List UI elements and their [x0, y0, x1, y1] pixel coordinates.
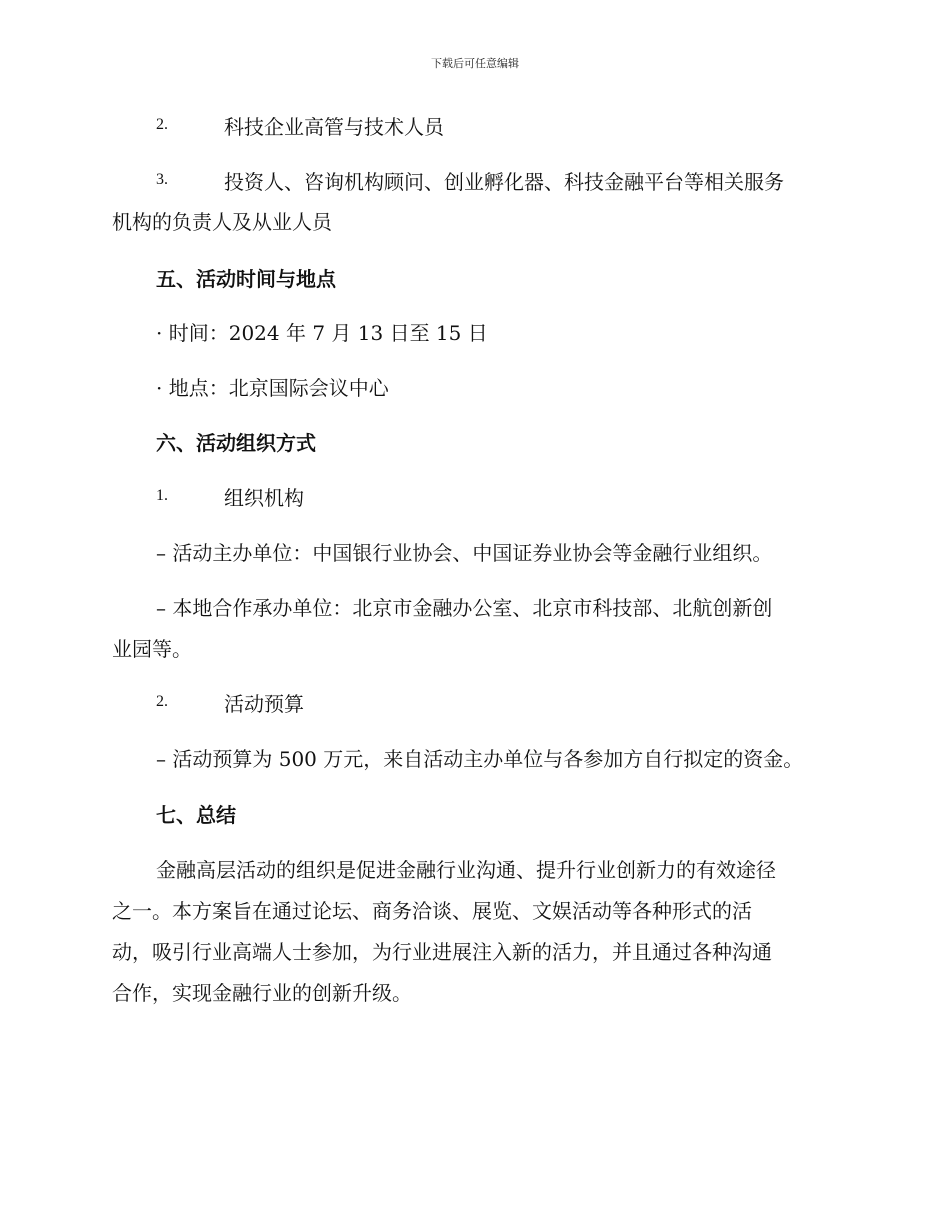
section-heading: 五、活动时间与地点 [156, 267, 336, 291]
section-heading: 七、总结 [156, 803, 236, 827]
dash-item-continued: 业园等。 [112, 637, 192, 661]
page-header: 下载后可任意编辑 [431, 57, 519, 70]
dash-item: – 活动预算为 500 万元，来自活动主办单位与各参加方自行拟定的资金。 [156, 747, 804, 771]
list-item-text: 组织机构 [224, 486, 304, 510]
dash-item: – 活动主办单位：中国银行业协会、中国证券业协会等金融行业组织。 [156, 541, 773, 565]
list-item-text: 活动预算 [224, 692, 304, 716]
list-number: 2. [156, 116, 168, 133]
list-number: 2. [156, 693, 168, 710]
list-item-text-continued: 机构的负责人及从业人员 [112, 210, 332, 234]
paragraph-line: 之一。本方案旨在通过论坛、商务洽谈、展览、文娱活动等各种形式的活 [112, 899, 752, 923]
list-item-text: 科技企业高管与技术人员 [224, 115, 444, 139]
list-number: 1. [156, 487, 168, 504]
section-heading: 六、活动组织方式 [156, 431, 316, 455]
paragraph-line: 动，吸引行业高端人士参加，为行业进展注入新的活力，并且通过各种沟通 [112, 940, 772, 964]
list-item-text: 投资人、咨询机构顾问、创业孵化器、科技金融平台等相关服务 [224, 170, 784, 194]
dash-item: – 本地合作承办单位：北京市金融办公室、北京市科技部、北航创新创 [156, 596, 773, 620]
paragraph-line: 金融高层活动的组织是促进金融行业沟通、提升行业创新力的有效途径 [156, 858, 776, 882]
bullet-item: · 时间：2024 年 7 月 13 日至 15 日 [156, 321, 488, 345]
list-number: 3. [156, 171, 168, 188]
paragraph-line: 合作，实现金融行业的创新升级。 [112, 981, 412, 1005]
bullet-item: · 地点：北京国际会议中心 [156, 376, 389, 400]
